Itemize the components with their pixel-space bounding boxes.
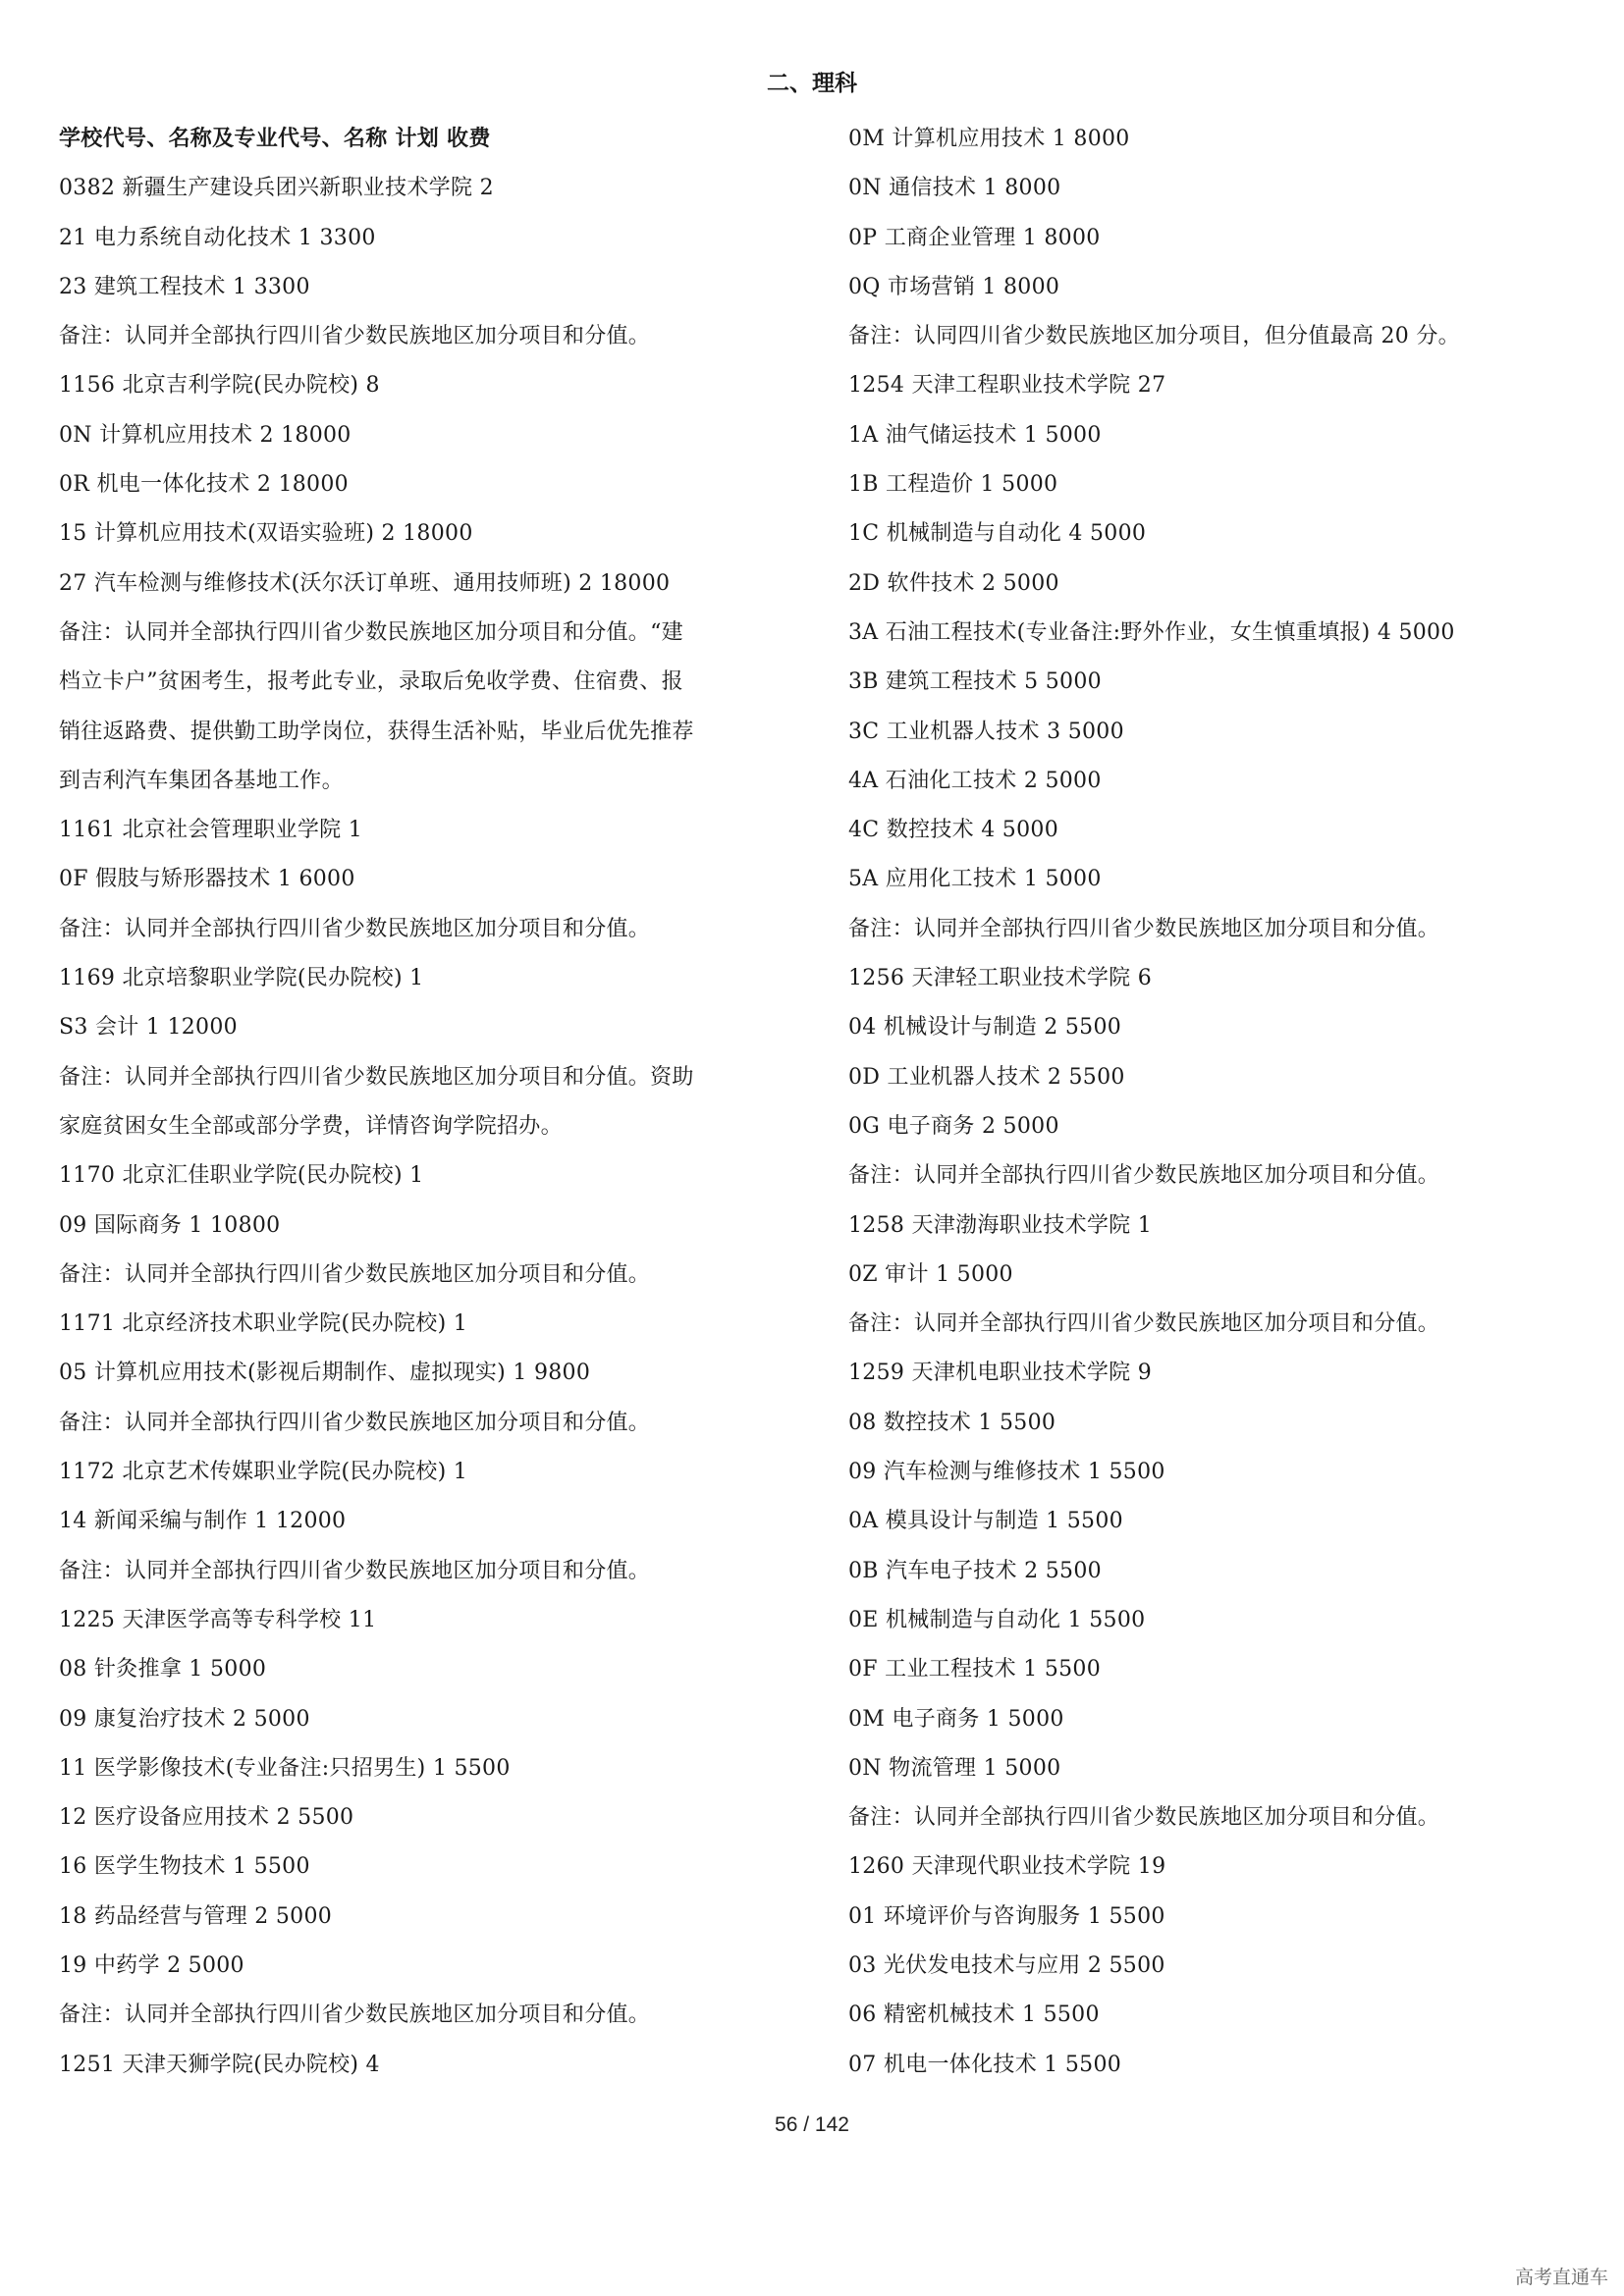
text-line: 1260 天津现代职业技术学院 19 (848, 1854, 1166, 1880)
text-line: 1256 天津轻工职业技术学院 6 (848, 966, 1153, 991)
text-line: 23 建筑工程技术 1 3300 (59, 274, 310, 299)
text-line: 1259 天津机电职业技术学院 9 (848, 1361, 1153, 1386)
text-line: 0A 模具设计与制造 1 5500 (848, 1509, 1123, 1534)
text-line: 1258 天津渤海职业技术学院 1 (848, 1212, 1153, 1238)
text-line: 1156 北京吉利学院(民办院校) 8 (59, 373, 380, 399)
text-line: 备注：认同并全部执行四川省少数民族地区加分项目和分值。 (59, 916, 651, 941)
text-line: 备注：认同并全部执行四川省少数民族地区加分项目和分值。 (848, 1163, 1440, 1189)
text-line: 家庭贫困女生全部或部分学费，详情咨询学院招办。 (59, 1113, 563, 1139)
text-line: 档立卡户”贫困考生，报考此专业，录取后免收学费、住宿费、报 (59, 669, 683, 695)
text-line: 08 针灸推拿 1 5000 (59, 1657, 267, 1682)
text-line: 3B 建筑工程技术 5 5000 (848, 669, 1102, 695)
text-line: 备注：认同并全部执行四川省少数民族地区加分项目和分值。 (59, 1410, 651, 1435)
text-line: 1172 北京艺术传媒职业学院(民办院校) 1 (59, 1460, 468, 1485)
text-line: 备注：认同并全部执行四川省少数民族地区加分项目和分值。“建 (59, 619, 683, 645)
left-column (59, 115, 805, 2090)
text-line: 1A 油气储运技术 1 5000 (848, 422, 1102, 448)
text-line: 0M 电子商务 1 5000 (848, 1706, 1064, 1732)
text-line: 19 中药学 2 5000 (59, 1952, 244, 1978)
text-line: 0D 工业机器人技术 2 5500 (848, 1064, 1125, 1090)
text-line: 06 精密机械技术 1 5500 (848, 2002, 1100, 2028)
text-line: 01 环境评价与咨询服务 1 5500 (848, 1903, 1165, 1929)
text-line: 12 医疗设备应用技术 2 5500 (59, 1805, 354, 1831)
text-line: 备注：认同并全部执行四川省少数民族地区加分项目和分值。 (59, 1558, 651, 1583)
text-line: 1169 北京培黎职业学院(民办院校) 1 (59, 966, 424, 991)
text-line: 3C 工业机器人技术 3 5000 (848, 719, 1124, 744)
text-line: 1254 天津工程职业技术学院 27 (848, 373, 1166, 399)
text-line: 到吉利汽车集团各基地工作。 (59, 768, 344, 793)
text-line: 0Z 审计 1 5000 (848, 1261, 1013, 1287)
text-line: 08 数控技术 1 5500 (848, 1410, 1056, 1435)
text-line: 0P 工商企业管理 1 8000 (848, 225, 1101, 250)
text-line: S3 会计 1 12000 (59, 1015, 238, 1041)
text-line: 21 电力系统自动化技术 1 3300 (59, 225, 376, 250)
page-title: 二、理科 (767, 71, 857, 96)
text-line: 0F 工业工程技术 1 5500 (848, 1657, 1102, 1682)
text-line: 27 汽车检测与维修技术(沃尔沃订单班、通用技师班) 2 18000 (59, 570, 671, 596)
text-line: 09 康复治疗技术 2 5000 (59, 1706, 310, 1732)
text-line: 03 光伏发电技术与应用 2 5500 (848, 1952, 1165, 1978)
text-line: 0B 汽车电子技术 2 5500 (848, 1558, 1102, 1583)
right-column (848, 115, 1575, 2090)
text-line: 0Q 市场营销 1 8000 (848, 274, 1060, 299)
text-line: 0M 计算机应用技术 1 8000 (848, 127, 1130, 151)
text-line: 销往返路费、提供勤工助学岗位，获得生活补贴，毕业后优先推荐 (59, 719, 694, 744)
text-line: 09 汽车检测与维修技术 1 5500 (848, 1460, 1165, 1485)
text-line: 备注：认同四川省少数民族地区加分项目，但分值最高 20 分。 (848, 324, 1460, 349)
text-line: 备注：认同并全部执行四川省少数民族地区加分项目和分值。 (848, 1805, 1440, 1831)
text-line: 0N 物流管理 1 5000 (848, 1755, 1061, 1781)
text-line: 15 计算机应用技术(双语实验班) 2 18000 (59, 521, 473, 547)
text-line: 07 机电一体化技术 1 5500 (848, 2052, 1122, 2077)
text-line: 09 国际商务 1 10800 (59, 1212, 281, 1238)
text-line: 1C 机械制造与自动化 4 5000 (848, 521, 1147, 547)
text-line: 备注：认同并全部执行四川省少数民族地区加分项目和分值。 (59, 1261, 651, 1287)
text-line: 0F 假肢与矫形器技术 1 6000 (59, 867, 355, 892)
text-line: 备注：认同并全部执行四川省少数民族地区加分项目和分值。资助 (59, 1064, 694, 1090)
text-line: 5A 应用化工技术 1 5000 (848, 867, 1102, 892)
text-line: 0N 通信技术 1 8000 (848, 176, 1061, 201)
text-line: 备注：认同并全部执行四川省少数民族地区加分项目和分值。 (848, 1311, 1440, 1337)
text-line: 11 医学影像技术(专业备注:只招男生) 1 5500 (59, 1755, 511, 1781)
text-line: 2D 软件技术 2 5000 (848, 570, 1059, 596)
text-line: 0R 机电一体化技术 2 18000 (59, 472, 349, 498)
text-line: 4A 石油化工技术 2 5000 (848, 768, 1102, 793)
text-line: 04 机械设计与制造 2 5500 (848, 1015, 1122, 1041)
text-line: 18 药品经营与管理 2 5000 (59, 1903, 333, 1929)
text-line: 05 计算机应用技术(影视后期制作、虚拟现实) 1 9800 (59, 1361, 591, 1386)
text-line: 0G 电子商务 2 5000 (848, 1113, 1059, 1139)
watermark-text: 高考直通车 (1514, 2267, 1608, 2288)
text-line: 备注：认同并全部执行四川省少数民族地区加分项目和分值。 (59, 324, 651, 349)
text-line: 1171 北京经济技术职业学院(民办院校) 1 (59, 1311, 468, 1337)
text-line: 1251 天津天狮学院(民办院校) 4 (59, 2052, 380, 2077)
text-line: 0382 新疆生产建设兵团兴新职业技术学院 2 (59, 176, 494, 201)
text-line: 0N 计算机应用技术 2 18000 (59, 422, 352, 448)
text-line: 14 新闻采编与制作 1 12000 (59, 1509, 347, 1534)
text-line: 备注：认同并全部执行四川省少数民族地区加分项目和分值。 (848, 916, 1440, 941)
column-header: 学校代号、名称及专业代号、名称 计划 收费 (59, 127, 491, 151)
text-line: 1170 北京汇佳职业学院(民办院校) 1 (59, 1163, 424, 1189)
text-line: 0E 机械制造与自动化 1 5500 (848, 1607, 1146, 1632)
text-line: 1161 北京社会管理职业学院 1 (59, 818, 363, 843)
page-number: 56 / 142 (775, 2113, 849, 2136)
text-line: 16 医学生物技术 1 5500 (59, 1854, 310, 1880)
text-line: 备注：认同并全部执行四川省少数民族地区加分项目和分值。 (59, 2002, 651, 2028)
text-line: 1225 天津医学高等专科学校 11 (59, 1607, 377, 1632)
text-line: 4C 数控技术 4 5000 (848, 818, 1058, 843)
text-line: 1B 工程造价 1 5000 (848, 472, 1058, 498)
text-line: 3A 石油工程技术(专业备注:野外作业，女生慎重填报) 4 5000 (848, 619, 1455, 645)
